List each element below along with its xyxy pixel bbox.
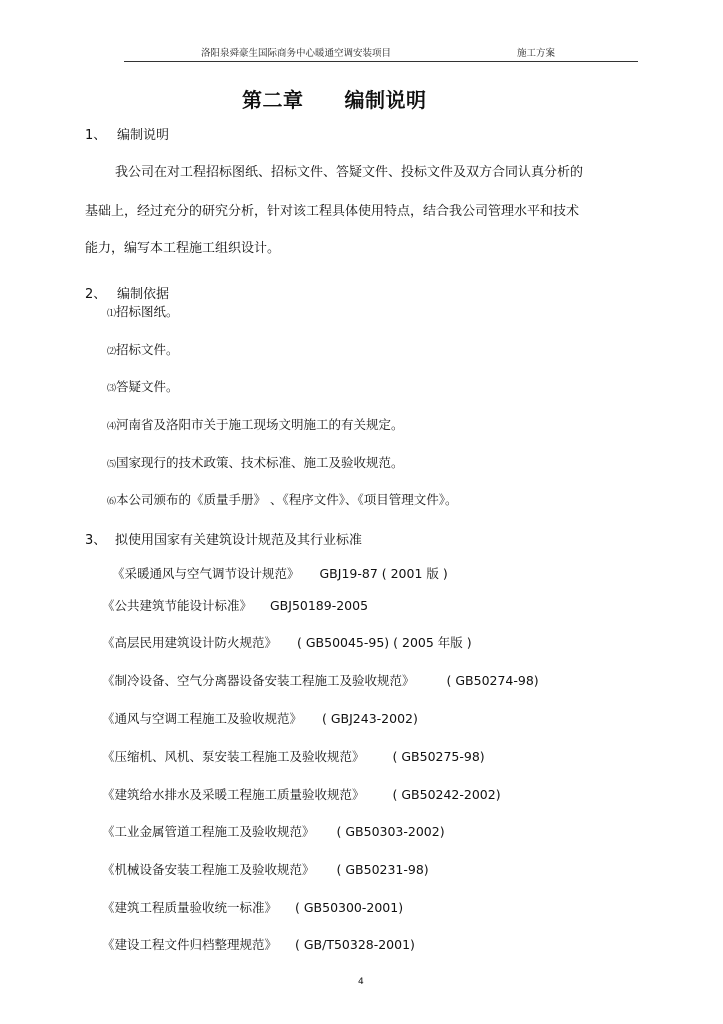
basis-item-number: ⑹ (107, 497, 117, 507)
standard-row (102, 898, 403, 916)
standard-name: 《建筑工程质量验收统一标准》 (102, 900, 278, 915)
section2-title: 编制依据 (117, 287, 170, 302)
basis-item (107, 415, 404, 433)
chapter-title: 第二章 编制说明 (242, 88, 427, 112)
section1-title: 编制说明 (117, 128, 170, 143)
standard-code: ( GB50045-95) ( 2005 年版 ) (297, 635, 472, 650)
standard-row (102, 822, 445, 840)
standard-row (102, 671, 539, 689)
standard-code: ( GB/T50328-2001) (295, 937, 415, 952)
basis-item-number: ⑵ (107, 347, 117, 357)
page-number: 4 (358, 977, 364, 987)
section1-number: 1、 (85, 128, 107, 143)
standard-code: ( GB50303-2002) (336, 824, 445, 839)
standard-name: 《通风与空调工程施工及验收规范》 (102, 711, 303, 726)
standard-row (102, 633, 472, 651)
basis-item (107, 377, 179, 395)
basis-item-number: ⑷ (107, 422, 117, 432)
standard-code: GBJ50189-2005 (270, 598, 369, 613)
standard-code: ( GB50275-98) (392, 749, 485, 764)
standard-name: 《建筑给水排水及采暖工程施工质量验收规范》 (102, 787, 365, 802)
section1-line: 我公司在对工程招标图纸、招标文件、答疑文件、投标文件及双方合同认真分析的 (115, 165, 584, 180)
standard-row (102, 935, 415, 953)
standard-row (102, 785, 501, 803)
basis-item-number: ⑴ (107, 309, 117, 319)
standard-row (102, 596, 368, 614)
section3-title: 拟使用国家有关建筑设计规范及其行业标准 (115, 533, 363, 548)
basis-item-text: 答疑文件。 (116, 379, 179, 394)
standard-row (102, 860, 429, 878)
standard-code: ( GB50274-98) (446, 673, 539, 688)
standard-row (102, 747, 485, 765)
standard-name: 《建设工程文件归档整理规范》 (102, 937, 278, 952)
basis-item-text: 招标文件。 (116, 342, 179, 357)
standard-code: ( GB50300-2001) (295, 900, 404, 915)
standard-name: 《工业金属管道工程施工及验收规范》 (102, 824, 315, 839)
standard-name: 《机械设备安装工程施工及验收规范》 (102, 862, 315, 877)
basis-item (107, 302, 179, 320)
header-doc-type: 施工方案 (517, 48, 556, 59)
standard-row (102, 709, 418, 727)
standard-row (112, 564, 448, 582)
standard-code: GBJ19-87 ( 2001 版 ) (319, 566, 448, 581)
standard-code: ( GB50231-98) (336, 862, 429, 877)
standard-name: 《制冷设备、空气分离器设备安装工程施工及验收规范》 (102, 673, 415, 688)
standard-name: 《公共建筑节能设计标准》 (102, 598, 253, 613)
basis-item-text: 河南省及洛阳市关于施工现场文明施工的有关规定。 (116, 417, 404, 432)
basis-item-text: 国家现行的技术政策、技术标准、施工及验收规范。 (116, 455, 404, 470)
basis-item (107, 490, 458, 508)
section1-line: 能力，编写本工程施工组织设计。 (85, 241, 281, 256)
standard-name: 《采暖通风与空气调节设计规范》 (112, 566, 300, 581)
section1-line: 基础上，经过充分的研究分析，针对该工程具体使用特点，结合我公司管理水平和技术 (85, 204, 580, 219)
header-project-name: 洛阳泉舜豪生国际商务中心暖通空调安装项目 (201, 48, 392, 59)
basis-item (107, 453, 404, 471)
standard-name: 《高层民用建筑设计防火规范》 (102, 635, 278, 650)
basis-item-text: 招标图纸。 (116, 304, 179, 319)
basis-item-text: 本公司颁布的《质量手册》 、《程序文件》、《项目管理文件》。 (116, 492, 458, 507)
basis-item (107, 340, 179, 358)
basis-item-number: ⑸ (107, 460, 117, 470)
header-rule (124, 61, 638, 62)
basis-item-number: ⑶ (107, 384, 117, 394)
standard-name: 《压缩机、风机、泵安装工程施工及验收规范》 (102, 749, 365, 764)
section2-number: 2、 (85, 287, 107, 302)
section3-number: 3、 (85, 533, 107, 548)
standard-code: ( GB50242-2002) (392, 787, 501, 802)
standard-code: ( GBJ243-2002) (322, 711, 418, 726)
